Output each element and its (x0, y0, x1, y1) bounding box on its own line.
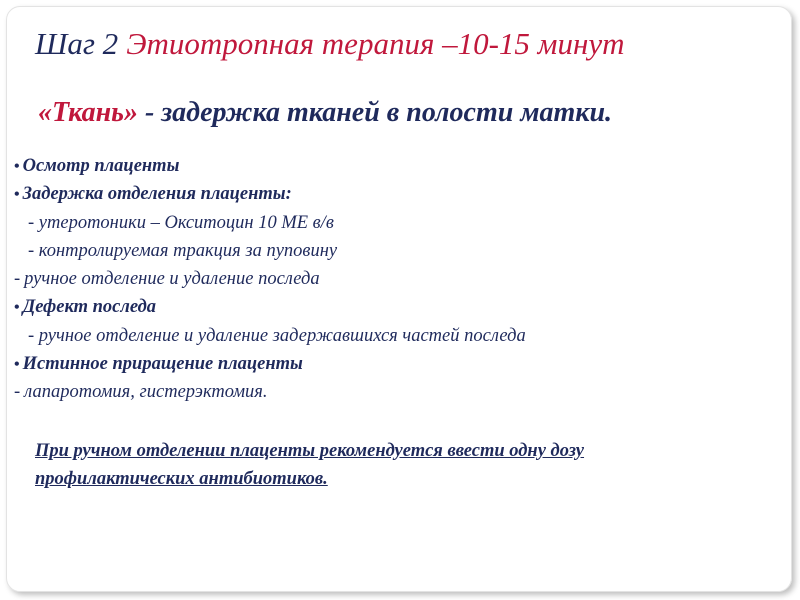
list-item: • Истинное приращение плаценты (14, 350, 526, 378)
list-item (14, 265, 526, 293)
subtitle-description: - задержка тканей в полости матки. (137, 97, 613, 128)
list-item: • Задержка отделения плаценты: (14, 180, 526, 208)
list-item: • Осмотр плаценты (14, 152, 526, 180)
list-item: • Дефект последа (14, 293, 526, 321)
content-list (14, 152, 526, 407)
list-item (14, 378, 526, 406)
list-item: - контролируемая тракция за пуповину (28, 240, 338, 261)
list-item-text: ручное отделение и удаление последа (24, 269, 320, 290)
antibiotic-note (35, 437, 775, 493)
note-line: При ручном отделении плаценты рекомендуется ввести одну дозу (35, 441, 585, 461)
title-topic: Этиотропная терапия –10-15 минут (126, 26, 625, 61)
slide-subtitle (38, 97, 612, 129)
list-item: - ручное отделение и удаление задержавшихся частей последа (28, 325, 526, 346)
note-line: профилактических антибиотиков. (35, 469, 328, 489)
title-step: Шаг 2 (35, 26, 119, 61)
subtitle-tissue: «Ткань» (38, 97, 138, 128)
list-item: - утеротоники – Окситоцин 10 МЕ в/в (28, 212, 334, 233)
list-item-text: лапаротомия, гистерэктомия. (24, 382, 268, 403)
slide-title (35, 26, 625, 62)
